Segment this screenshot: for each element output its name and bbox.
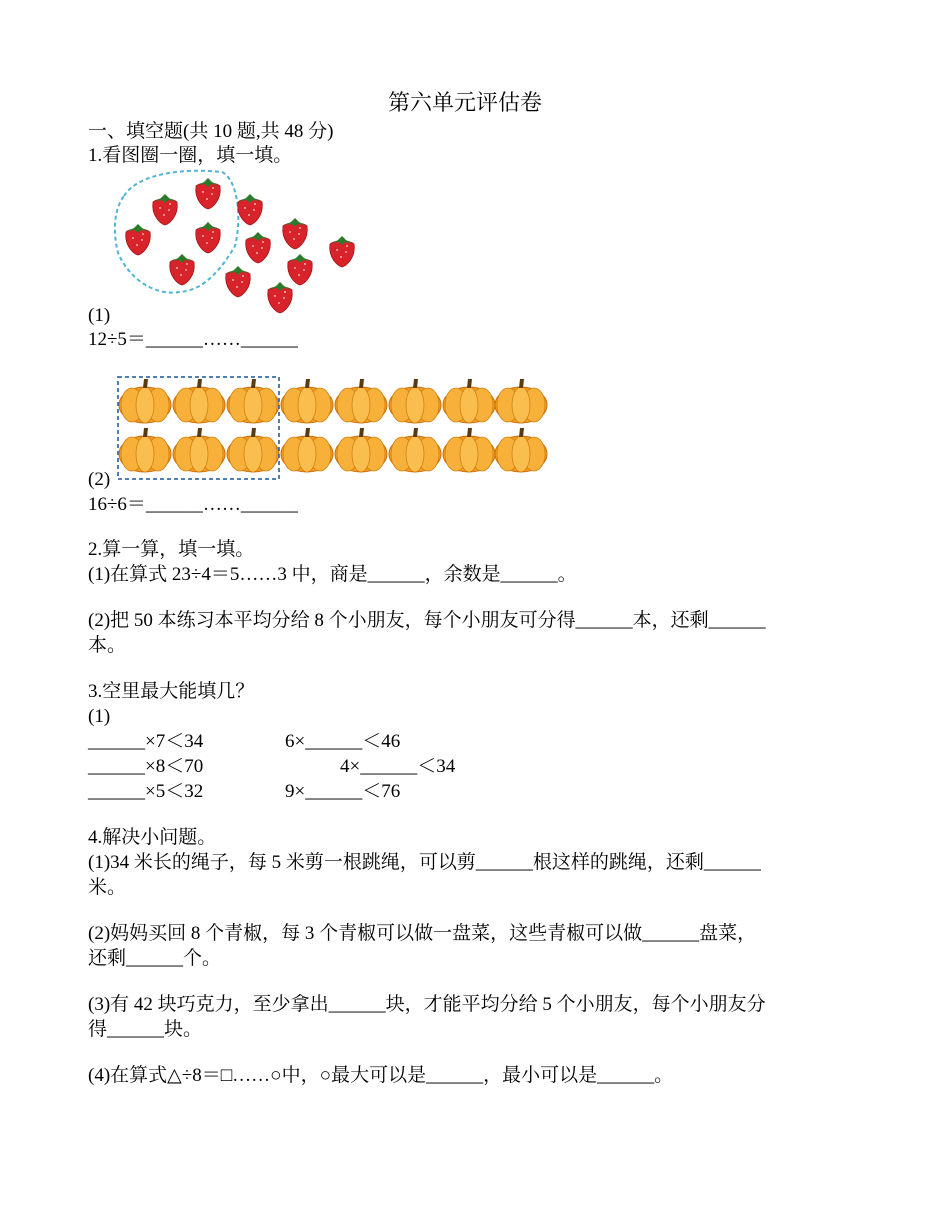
pumpkin-icon	[443, 379, 495, 423]
strawberry-icon	[153, 194, 178, 225]
question-4-part-2-line-2: 还剩______个。	[88, 948, 222, 969]
pumpkin-icon	[495, 428, 547, 472]
question-4-part-2-line-1: (2)妈妈买回 8 个青椒，每 3 个青椒可以做一盘菜，这些青椒可以做______盘菜，	[88, 923, 757, 944]
strawberry-icon	[246, 232, 271, 263]
pumpkin-icon	[119, 428, 171, 472]
strawberry-icon	[226, 266, 251, 297]
question-3-row-2-left: ______×8＜70	[88, 756, 204, 777]
pumpkin-icon	[281, 428, 333, 472]
pumpkin-icon	[335, 428, 387, 472]
question-2-part-1: (1)在算式 23÷4＝5……3 中，商是______，余数是______。	[88, 564, 577, 585]
question-4-part-1-line-1: (1)34 米长的绳子，每 5 米剪一根跳绳，可以剪______根这样的跳绳，还剩______	[88, 852, 761, 873]
pumpkin-icon	[389, 428, 441, 472]
question-3-stem: 3.空里最大能填几？	[88, 681, 255, 702]
strawberry-icon	[238, 194, 263, 225]
question-3-row-1-right: 6×______＜46	[285, 731, 401, 752]
pumpkin-icon	[443, 428, 495, 472]
question-3-row-1-left: ______×7＜34	[88, 731, 204, 752]
question-1-part-1-label: (1)	[88, 305, 111, 326]
question-1-part-2-expression: 16÷6＝______……______	[88, 494, 298, 515]
question-4-part-1-line-2: 米。	[88, 877, 127, 898]
question-4-part-3-line-1: (3)有 42 块巧克力，至少拿出______块，才能平均分给 5 个小朋友，每个小朋友分	[88, 994, 766, 1015]
question-3-row-3-left: ______×5＜32	[88, 781, 204, 802]
pumpkin-icon	[227, 379, 279, 423]
strawberries-picture	[110, 168, 370, 318]
question-4-stem: 4.解决小问题。	[88, 827, 217, 848]
strawberry-icon	[330, 236, 355, 267]
question-4-part-4: (4)在算式△÷8＝□……○中，○最大可以是______，最小可以是______。	[88, 1065, 674, 1086]
pumpkin-icon	[495, 379, 547, 423]
strawberry-icon	[196, 222, 221, 253]
pumpkin-icon	[389, 379, 441, 423]
strawberry-icon	[170, 254, 195, 285]
question-2-stem: 2.算一算，填一填。	[88, 539, 255, 560]
pumpkin-icon	[227, 428, 279, 472]
question-4-part-3-line-2: 得______块。	[88, 1019, 203, 1040]
strawberry-icon	[288, 254, 313, 285]
pumpkin-icon	[173, 428, 225, 472]
section-heading: 一、填空题(共 10 题,共 48 分)	[88, 121, 334, 142]
question-2-part-2-line-2: 本。	[88, 635, 127, 656]
question-3-label: (1)	[88, 706, 111, 727]
question-1-part-1-expression: 12÷5＝______……______	[88, 329, 298, 350]
pumpkin-icon	[335, 379, 387, 423]
pumpkins-picture	[112, 372, 552, 482]
page-title: 第六单元评估卷	[388, 90, 543, 115]
question-3-row-3-right: 9×______＜76	[285, 781, 401, 802]
strawberry-icon	[126, 224, 151, 255]
question-1-stem: 1.看图圈一圈，填一填。	[88, 145, 293, 166]
question-2-part-2-line-1: (2)把 50 本练习本平均分给 8 个小朋友，每个小朋友可分得______本，还剩______	[88, 610, 766, 631]
pumpkin-icon	[173, 379, 225, 423]
question-1-part-2-label: (2)	[88, 469, 111, 490]
question-3-row-2-right: 4×______＜34	[340, 756, 456, 777]
pumpkin-icon	[281, 379, 333, 423]
strawberry-icon	[283, 218, 308, 249]
strawberry-icon	[268, 282, 293, 313]
strawberry-icon	[196, 178, 221, 209]
pumpkin-icon	[119, 379, 171, 423]
